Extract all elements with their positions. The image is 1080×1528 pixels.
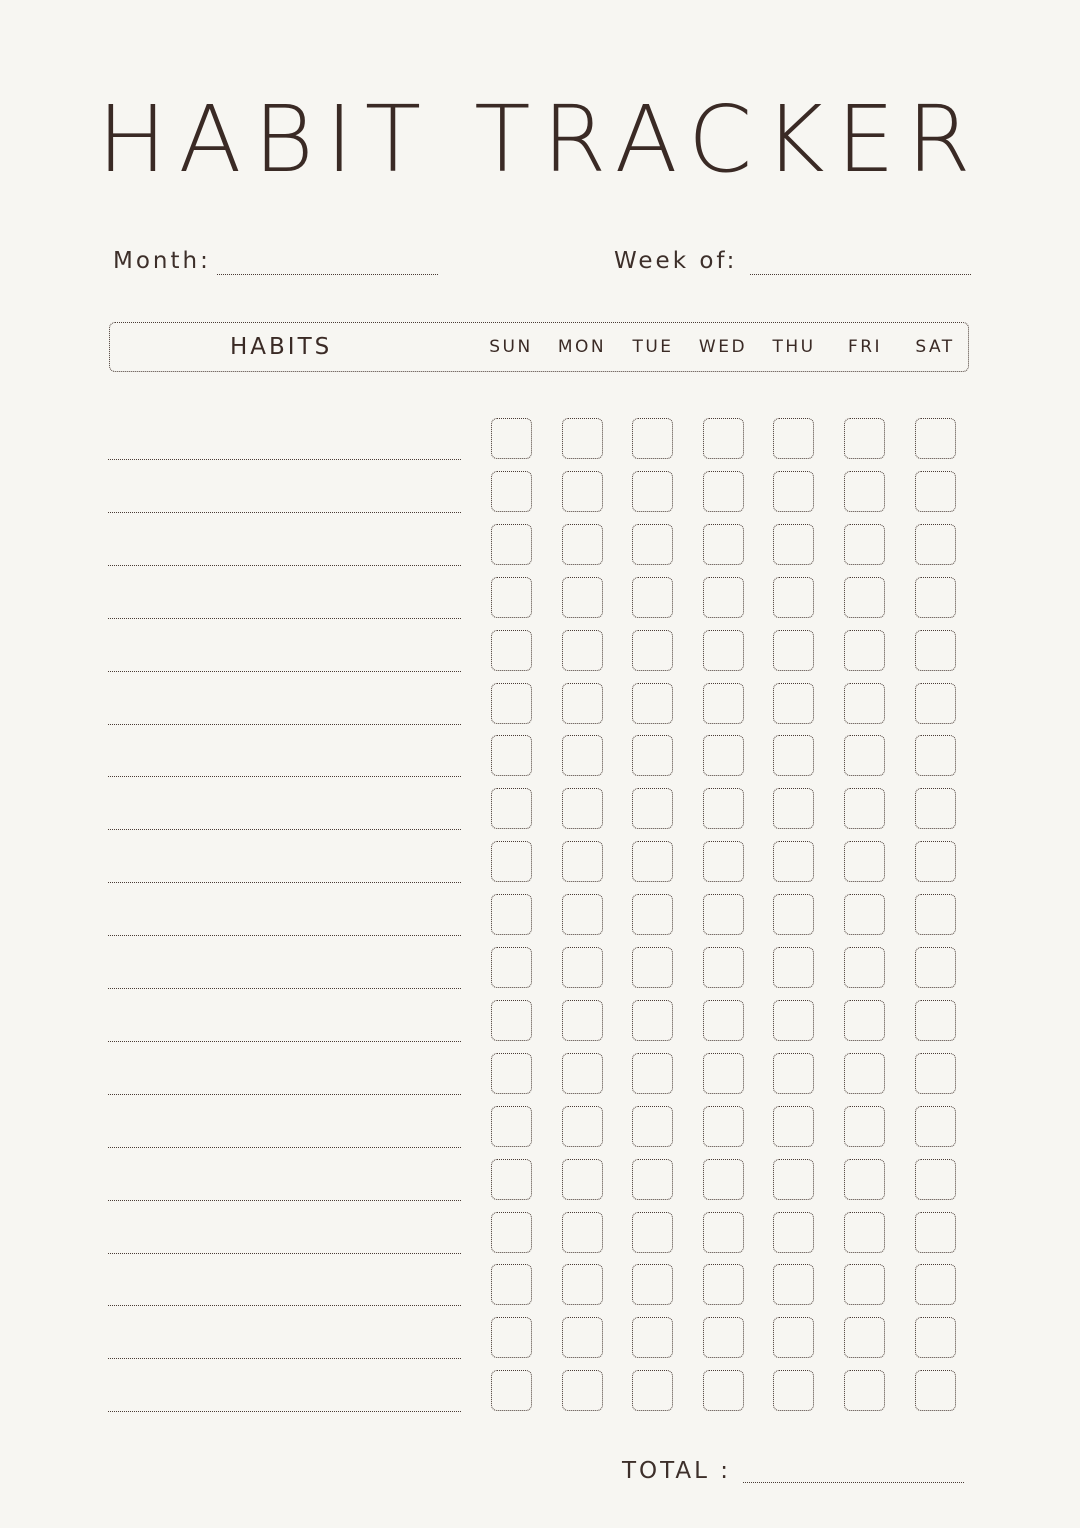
checkbox-thu[interactable] — [773, 524, 814, 565]
habit-entry-line[interactable] — [108, 1200, 461, 1201]
habit-entry-line[interactable] — [108, 1358, 461, 1359]
week-of-field[interactable] — [750, 274, 971, 275]
checkbox-wed[interactable] — [703, 947, 744, 988]
checkbox-mon[interactable] — [562, 1000, 603, 1041]
checkbox-fri[interactable] — [844, 1000, 885, 1041]
checkbox-sat[interactable] — [915, 577, 956, 618]
checkbox-fri[interactable] — [844, 1264, 885, 1305]
checkbox-fri[interactable] — [844, 841, 885, 882]
checkbox-sat[interactable] — [915, 1370, 956, 1411]
habit-entry-line[interactable] — [108, 935, 461, 936]
week-of-label: Week of: — [614, 248, 738, 274]
habit-entry-line[interactable] — [108, 1253, 461, 1254]
checkbox-sun[interactable] — [491, 1370, 532, 1411]
checkbox-sat[interactable] — [915, 947, 956, 988]
checkbox-wed[interactable] — [703, 1000, 744, 1041]
checkbox-fri[interactable] — [844, 630, 885, 671]
checkbox-mon[interactable] — [562, 418, 603, 459]
checkbox-sun[interactable] — [491, 1264, 532, 1305]
checkbox-sun[interactable] — [491, 1159, 532, 1200]
checkbox-fri[interactable] — [844, 1212, 885, 1253]
checkbox-sat[interactable] — [915, 524, 956, 565]
checkbox-sun[interactable] — [491, 841, 532, 882]
checkbox-tue[interactable] — [632, 524, 673, 565]
checkbox-tue[interactable] — [632, 683, 673, 724]
checkbox-mon[interactable] — [562, 735, 603, 776]
checkbox-thu[interactable] — [773, 577, 814, 618]
checkbox-mon[interactable] — [562, 683, 603, 724]
checkbox-fri[interactable] — [844, 1370, 885, 1411]
habit-entry-line[interactable] — [108, 1041, 461, 1042]
checkbox-sun[interactable] — [491, 1000, 532, 1041]
checkbox-thu[interactable] — [773, 894, 814, 935]
checkbox-thu[interactable] — [773, 1317, 814, 1358]
checkbox-mon[interactable] — [562, 577, 603, 618]
checkbox-thu[interactable] — [773, 1212, 814, 1253]
checkbox-thu[interactable] — [773, 1106, 814, 1147]
day-header-tue: TUE — [632, 337, 674, 357]
checkbox-fri[interactable] — [844, 1053, 885, 1094]
habit-entry-line[interactable] — [108, 882, 461, 883]
habit-entry-line[interactable] — [108, 1147, 461, 1148]
checkbox-thu[interactable] — [773, 471, 814, 512]
checkbox-sun[interactable] — [491, 418, 532, 459]
checkbox-sat[interactable] — [915, 418, 956, 459]
checkbox-mon[interactable] — [562, 1370, 603, 1411]
checkbox-fri[interactable] — [844, 1317, 885, 1358]
checkbox-fri[interactable] — [844, 471, 885, 512]
habit-entry-line[interactable] — [108, 724, 461, 725]
habit-entry-line[interactable] — [108, 1094, 461, 1095]
checkbox-sun[interactable] — [491, 683, 532, 724]
checkbox-wed[interactable] — [703, 1264, 744, 1305]
month-field[interactable] — [217, 274, 438, 275]
checkbox-sat[interactable] — [915, 1317, 956, 1358]
habit-entry-line[interactable] — [108, 1305, 461, 1306]
checkbox-sun[interactable] — [491, 630, 532, 671]
checkbox-fri[interactable] — [844, 894, 885, 935]
checkbox-mon[interactable] — [562, 841, 603, 882]
total-field[interactable] — [743, 1482, 964, 1483]
checkbox-sat[interactable] — [915, 1264, 956, 1305]
checkbox-thu[interactable] — [773, 788, 814, 829]
checkbox-sat[interactable] — [915, 788, 956, 829]
checkbox-tue[interactable] — [632, 418, 673, 459]
checkbox-mon[interactable] — [562, 1317, 603, 1358]
habits-column-header: HABITS — [230, 334, 333, 360]
checkbox-tue[interactable] — [632, 1317, 673, 1358]
checkbox-wed[interactable] — [703, 1159, 744, 1200]
checkbox-tue[interactable] — [632, 471, 673, 512]
checkbox-fri[interactable] — [844, 1159, 885, 1200]
checkbox-wed[interactable] — [703, 471, 744, 512]
checkbox-mon[interactable] — [562, 1159, 603, 1200]
checkbox-sat[interactable] — [915, 1212, 956, 1253]
checkbox-tue[interactable] — [632, 1212, 673, 1253]
checkbox-tue[interactable] — [632, 1264, 673, 1305]
checkbox-wed[interactable] — [703, 894, 744, 935]
habit-entry-line[interactable] — [108, 459, 461, 460]
checkbox-tue[interactable] — [632, 630, 673, 671]
checkbox-thu[interactable] — [773, 1370, 814, 1411]
habit-entry-line[interactable] — [108, 565, 461, 566]
checkbox-fri[interactable] — [844, 577, 885, 618]
checkbox-fri[interactable] — [844, 524, 885, 565]
checkbox-wed[interactable] — [703, 418, 744, 459]
checkbox-thu[interactable] — [773, 683, 814, 724]
checkbox-wed[interactable] — [703, 630, 744, 671]
checkbox-thu[interactable] — [773, 1053, 814, 1094]
checkbox-sun[interactable] — [491, 1053, 532, 1094]
checkbox-wed[interactable] — [703, 683, 744, 724]
checkbox-sun[interactable] — [491, 947, 532, 988]
day-header-wed: WED — [698, 337, 748, 357]
checkbox-sun[interactable] — [491, 1212, 532, 1253]
checkbox-wed[interactable] — [703, 524, 744, 565]
checkbox-sat[interactable] — [915, 630, 956, 671]
habit-entry-line[interactable] — [108, 988, 461, 989]
habit-entry-line[interactable] — [108, 1411, 461, 1412]
checkbox-tue[interactable] — [632, 1370, 673, 1411]
checkbox-wed[interactable] — [703, 1106, 744, 1147]
checkbox-sun[interactable] — [491, 1317, 532, 1358]
checkbox-fri[interactable] — [844, 683, 885, 724]
checkbox-wed[interactable] — [703, 1212, 744, 1253]
checkbox-mon[interactable] — [562, 524, 603, 565]
checkbox-mon[interactable] — [562, 630, 603, 671]
checkbox-wed[interactable] — [703, 1053, 744, 1094]
checkbox-sun[interactable] — [491, 471, 532, 512]
checkbox-wed[interactable] — [703, 1317, 744, 1358]
checkbox-wed[interactable] — [703, 735, 744, 776]
day-header-sun: SUN — [489, 337, 533, 357]
page-title: HABIT TRACKER — [97, 86, 983, 193]
day-header-thu: THU — [772, 337, 816, 357]
checkbox-wed[interactable] — [703, 841, 744, 882]
checkbox-sun[interactable] — [491, 524, 532, 565]
checkbox-sun[interactable] — [491, 788, 532, 829]
checkbox-sat[interactable] — [915, 1000, 956, 1041]
habit-entry-line[interactable] — [108, 671, 461, 672]
checkbox-mon[interactable] — [562, 1264, 603, 1305]
checkbox-mon[interactable] — [562, 788, 603, 829]
habit-entry-line[interactable] — [108, 512, 461, 513]
checkbox-thu[interactable] — [773, 1000, 814, 1041]
checkbox-thu[interactable] — [773, 1159, 814, 1200]
checkbox-sat[interactable] — [915, 1053, 956, 1094]
day-header-mon: MON — [557, 337, 607, 357]
checkbox-wed[interactable] — [703, 788, 744, 829]
checkbox-thu[interactable] — [773, 418, 814, 459]
total-label: TOTAL : — [622, 1458, 732, 1484]
month-label: Month: — [113, 248, 211, 274]
checkbox-tue[interactable] — [632, 841, 673, 882]
habit-entry-line[interactable] — [108, 618, 461, 619]
checkbox-mon[interactable] — [562, 1212, 603, 1253]
checkbox-thu[interactable] — [773, 735, 814, 776]
habit-entry-line[interactable] — [108, 829, 461, 830]
checkbox-sat[interactable] — [915, 841, 956, 882]
checkbox-sat[interactable] — [915, 894, 956, 935]
day-header-sat: SAT — [915, 337, 955, 357]
checkbox-fri[interactable] — [844, 418, 885, 459]
checkbox-tue[interactable] — [632, 1106, 673, 1147]
checkbox-tue[interactable] — [632, 577, 673, 618]
checkbox-tue[interactable] — [632, 1053, 673, 1094]
checkbox-mon[interactable] — [562, 947, 603, 988]
checkbox-sat[interactable] — [915, 471, 956, 512]
checkbox-fri[interactable] — [844, 735, 885, 776]
checkbox-mon[interactable] — [562, 1106, 603, 1147]
checkbox-sat[interactable] — [915, 683, 956, 724]
checkbox-fri[interactable] — [844, 788, 885, 829]
checkbox-thu[interactable] — [773, 947, 814, 988]
checkbox-sat[interactable] — [915, 1159, 956, 1200]
checkbox-tue[interactable] — [632, 894, 673, 935]
day-header-fri: FRI — [847, 337, 883, 357]
checkbox-sun[interactable] — [491, 894, 532, 935]
checkbox-sat[interactable] — [915, 1106, 956, 1147]
checkbox-tue[interactable] — [632, 788, 673, 829]
checkbox-fri[interactable] — [844, 947, 885, 988]
checkbox-fri[interactable] — [844, 1106, 885, 1147]
checkbox-sun[interactable] — [491, 1106, 532, 1147]
checkbox-sat[interactable] — [915, 735, 956, 776]
checkbox-mon[interactable] — [562, 894, 603, 935]
checkbox-sun[interactable] — [491, 577, 532, 618]
habit-entry-line[interactable] — [108, 776, 461, 777]
checkbox-mon[interactable] — [562, 471, 603, 512]
checkbox-tue[interactable] — [632, 735, 673, 776]
checkbox-thu[interactable] — [773, 630, 814, 671]
checkbox-sun[interactable] — [491, 735, 532, 776]
checkbox-thu[interactable] — [773, 1264, 814, 1305]
checkbox-wed[interactable] — [703, 577, 744, 618]
checkbox-wed[interactable] — [703, 1370, 744, 1411]
checkbox-tue[interactable] — [632, 1159, 673, 1200]
checkbox-thu[interactable] — [773, 841, 814, 882]
checkbox-mon[interactable] — [562, 1053, 603, 1094]
checkbox-tue[interactable] — [632, 1000, 673, 1041]
checkbox-tue[interactable] — [632, 947, 673, 988]
